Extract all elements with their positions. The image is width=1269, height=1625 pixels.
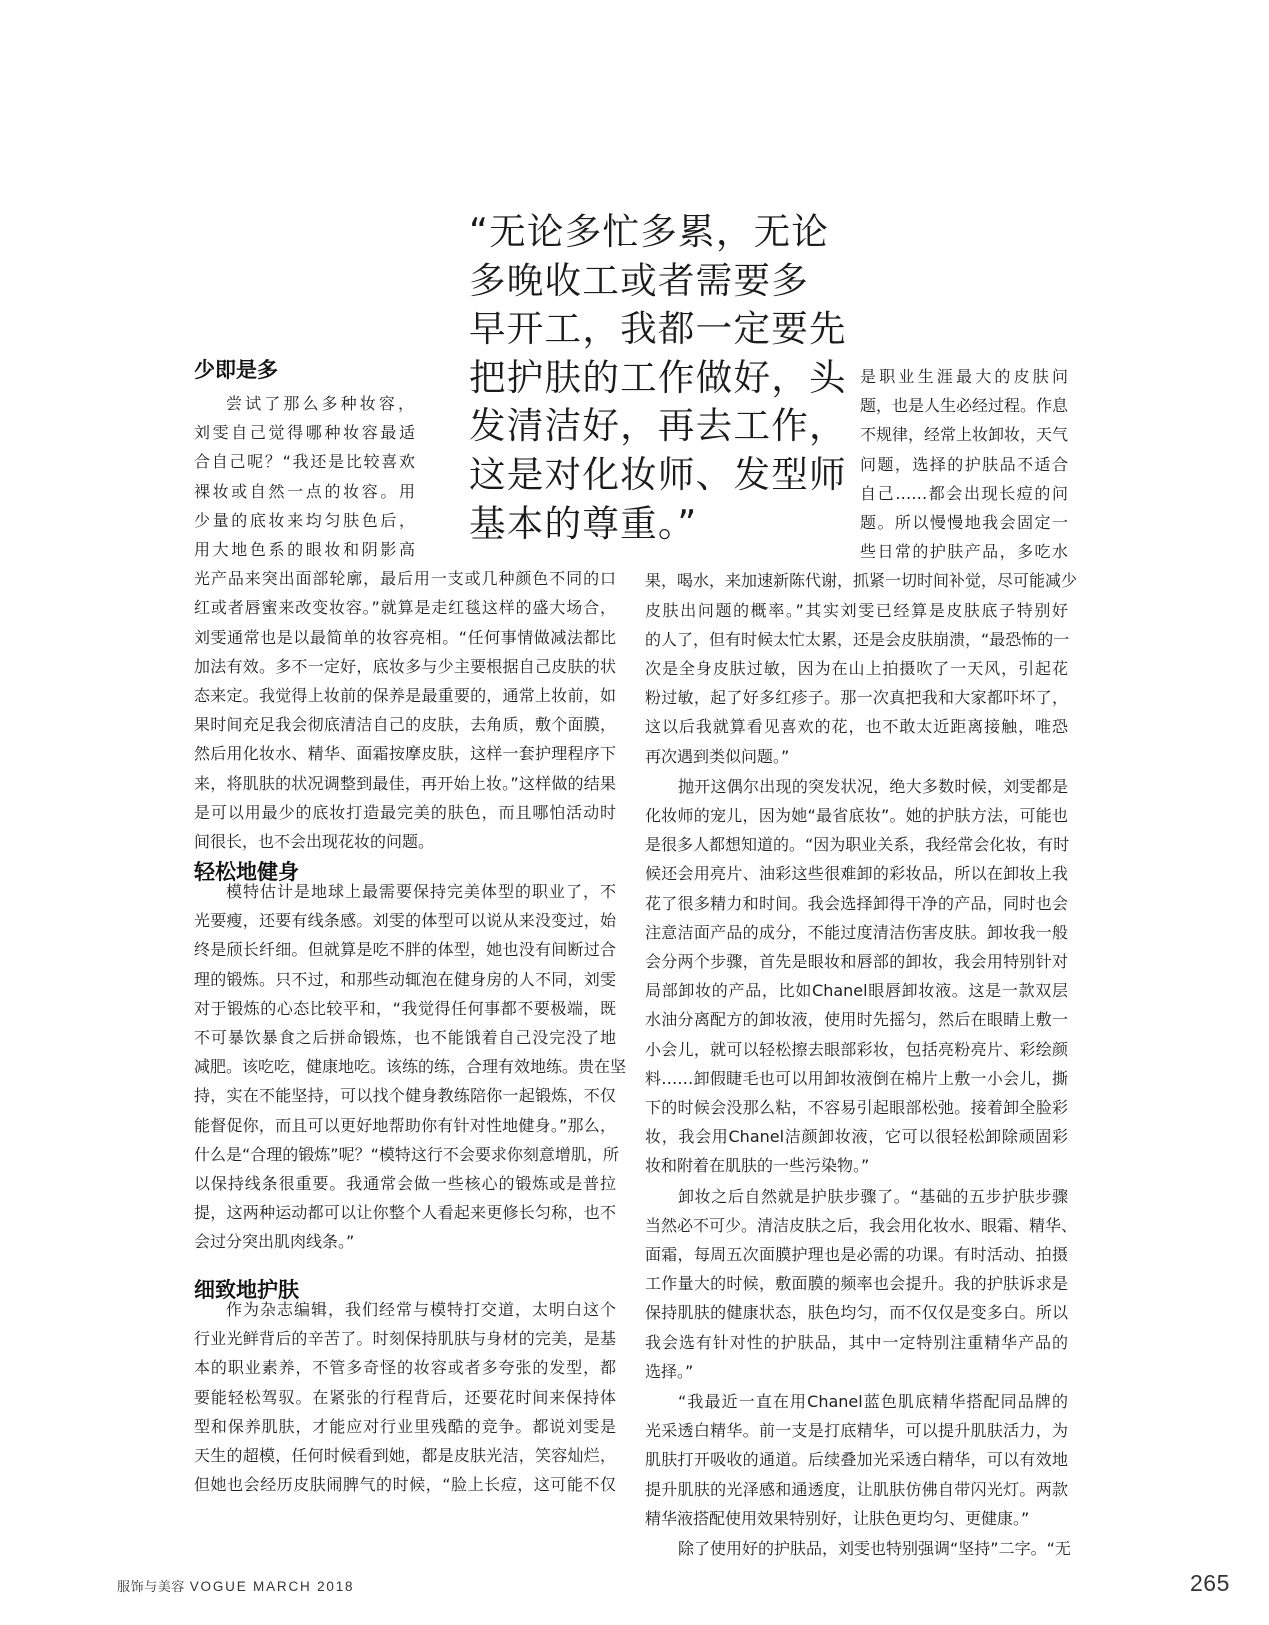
text-line: 然后用化妆水、精华、面霜按摩皮肤，这样一套护理程序下 [194,744,616,763]
text-line: 水油分离配方的卸妆液，使用时先摇匀，然后在眼睛上敷一 [645,1010,1068,1029]
text-line: 肌肤打开吸收的通道。后续叠加光采透白精华，可以有效地 [645,1450,1068,1469]
text-line: 果时间充足我会彻底清洁自己的皮肤，去角质，敷个面膜， [194,715,616,734]
text-line: 抛开这偶尔出现的突发状况，绝大多数时候，刘雯都是 [678,777,1068,796]
text-line: 花了很多精力和时间。我会选择卸得干净的产品，同时也会 [645,894,1068,913]
text-line: 要能轻松驾驭。在紧张的行程背后，还要花时间来保持体 [194,1388,616,1407]
text-line: 粉过敏，起了好多红疹子。那一次真把我和大家都吓坏了， [645,688,1068,707]
text-line: 减肥。该吃吃，健康地吃。该练的练，合理有效地练。贵在坚 [194,1057,627,1076]
text-line: 保持肌肤的健康状态，肤色均匀，而不仅仅是变多白。所以 [645,1303,1068,1322]
footer-magazine [117,1579,354,1596]
text-line: 终是颀长纤细。但就算是吃不胖的体型，她也没有间断过合 [194,940,616,959]
text-line: 裸妆或自然一点的妆容。用 [194,482,415,501]
pull-quote-line: 把护肤的工作做好，头 [469,355,847,399]
text-line: 用大地色系的眼妆和阴影高 [194,540,415,559]
text-line: 局部卸妆的产品，比如Chanel眼唇卸妆液。这是一款双层 [645,981,1068,1000]
text-line: 合自己呢？“我还是比较喜欢 [194,452,415,471]
text-line: 是职业生涯最大的皮肤问 [860,367,1068,386]
text-line: 注意洁面产品的成分，不能过度清洁伤害皮肤。卸妆我一般 [645,923,1068,942]
text-line: 以保持线条很重要。我通常会做一些核心的锻炼或是普拉 [194,1174,616,1193]
pull-quote-line: 发清洁好，再去工作， [469,404,847,448]
text-line: 光产品来突出面部轮廓，最后用一支或几种颜色不同的口 [194,569,616,588]
text-line: 行业光鲜背后的辛苦了。时刻保持肌肤与身材的完美，是基 [194,1329,616,1348]
text-line: 但她也会经历皮肤闹脾气的时候，“脸上长痘，这可能不仅 [194,1475,616,1494]
text-line: 红或者唇蜜来改变妆容。”就算是走红毯这样的盛大场合， [194,598,616,617]
text-line: 能督促你，而且可以更好地帮助你有针对性地健身。”那么， [194,1116,616,1135]
text-line: 是很多人都想知道的。“因为职业关系，我经常会化妆，有时 [645,835,1070,854]
pull-quote-line: 多晚收工或者需要多 [469,258,810,302]
text-line: 光要瘦，还要有线条感。刘雯的体型可以说从来没变过，始 [194,911,616,930]
pull-quote-line: 基本的尊重。” [469,501,698,545]
section-heading-easy-fitness: 轻松地健身 [194,860,299,884]
pull-quote-line: 这是对化妆师、发型师 [469,452,847,496]
text-line: 精华液搭配使用效果特别好，让肤色更均匀、更健康。” [645,1509,1030,1528]
text-line: 光采透白精华。前一支是打底精华，可以提升肌肤活力，为 [645,1421,1068,1440]
text-line: 理的锻炼。只不过，和那些动辄泡在健身房的人不同，刘雯 [194,970,616,989]
section-heading-careful-skincare: 细致地护肤 [194,1278,299,1302]
text-line: 刘雯自己觉得哪种妆容最适 [194,423,415,442]
text-line: 再次遇到类似问题。” [645,747,790,766]
text-line: 妆和附着在肌肤的一些污染物。” [645,1156,870,1175]
text-line: 是可以用最少的底妆打造最完美的肤色，而且哪怕活动时 [194,803,616,822]
text-line: 问题，选择的护肤品不适合 [860,455,1068,474]
section-heading-less-is-more: 少即是多 [194,358,278,382]
text-line: 化妆师的宠儿，因为她“最省底妆”。她的护肤方法，可能也 [645,806,1068,825]
text-line: 提，这两种运动都可以让你整个人看起来更修长匀称，也不 [194,1203,616,1222]
text-line: 小会儿，就可以轻松擦去眼部彩妆，包括亮粉亮片、彩绘颜 [645,1040,1068,1059]
text-line: 模特估计是地球上最需要保持完美体型的职业了，不 [226,882,616,901]
text-line: 题，也是人生必经过程。作息 [860,396,1069,415]
text-line: 加法有效。多不一定好，底妆多与少主要根据自己皮肤的状 [194,657,616,676]
text-line: 提升肌肤的光泽感和通透度，让肌肤仿佛自带闪光灯。两款 [645,1480,1068,1499]
text-line: 除了使用好的护肤品，刘雯也特别强调“坚持”二字。“无 [678,1539,1071,1558]
text-line: 当然必不可少。清洁皮肤之后，我会用化妆水、眼霜、精华、 [645,1216,1078,1235]
text-line: 工作量大的时候，敷面膜的频率也会提升。我的护肤诉求是 [645,1274,1068,1293]
text-line: 果，喝水，来加速新陈代谢，抓紧一切时间补觉，尽可能减少 [645,571,1078,590]
text-line: 面霜，每周五次面膜护理也是必需的功课。有时活动、拍摄 [645,1245,1068,1264]
text-line: 会分两个步骤，首先是眼妆和唇部的卸妆，我会用特别针对 [645,952,1068,971]
text-line: 天生的超模，任何时候看到她，都是皮肤光洁，笑容灿烂， [194,1446,616,1465]
text-line: 料……卸假睫毛也可以用卸妆液倒在棉片上敷一小会儿，撕 [645,1069,1068,1088]
text-line: “我最近一直在用Chanel蓝色肌底精华搭配同品牌的 [678,1392,1068,1411]
page-number: 265 [1190,1570,1230,1596]
text-line: 的人了，但有时候太忙太累，还是会皮肤崩溃，“最恐怖的一 [645,630,1070,649]
text-line: 自己……都会出现长痘的问 [860,484,1068,503]
text-line: 我会选有针对性的护肤品，其中一定特别注重精华产品的 [645,1333,1068,1352]
footer-magazine-en: VOGUE MARCH 2018 [189,1579,355,1594]
text-line: 下的时候会没那么粘，不容易引起眼部松弛。接着卸全脸彩 [645,1098,1068,1117]
text-line: 作为杂志编辑，我们经常与模特打交道，太明白这个 [226,1300,616,1319]
text-line: 间很长，也不会出现花妆的问题。 [194,832,435,851]
pull-quote-line: 早开工，我都一定要先 [469,307,847,351]
text-line: 会过分突出肌肉线条。” [194,1232,355,1251]
text-line: 题。所以慢慢地我会固定一 [860,513,1068,532]
text-line: 次是全身皮肤过敏，因为在山上拍摄吹了一天风，引起花 [645,659,1068,678]
text-line: 皮肤出问题的概率。”其实刘雯已经算是皮肤底子特别好 [645,601,1068,620]
footer-magazine-cn: 服饰与美容 [117,1580,186,1595]
text-line: 来，将肌肤的状况调整到最佳，再开始上妆。”这样做的结果 [194,774,616,793]
text-line: 不可暴饮暴食之后拼命锻炼，也不能饿着自己没完没了地 [194,1028,616,1047]
text-line: 态来定。我觉得上妆前的保养是最重要的，通常上妆前，如 [194,686,616,705]
text-line: 选择。” [645,1362,694,1381]
text-line: 刘雯通常也是以最简单的妆容亮相。“任何事情做减法都比 [194,628,616,647]
text-line: 什么是“合理的锻炼”呢？“模特这行不会要求你刻意增肌，所 [194,1145,619,1164]
text-line: 妆，我会用Chanel洁颜卸妆液，它可以很轻松卸除顽固彩 [645,1127,1068,1146]
text-line: 持，实在不能坚持，可以找个健身教练陪你一起锻炼，不仅 [194,1086,616,1105]
text-line: 少量的底妆来均匀肤色后， [194,511,415,530]
text-line: 卸妆之后自然就是护肤步骤了。“基础的五步护肤步骤 [678,1187,1068,1206]
pull-quote-line: “无论多忙多累，无论 [469,210,830,253]
text-line: 这以后我就算看见喜欢的花，也不敢太近距离接触，唯恐 [645,717,1068,736]
text-line: 不规律，经常上妆卸妆，天气 [860,425,1069,444]
text-line: 对于锻炼的心态比较平和，“我觉得任何事都不要极端，既 [194,999,616,1018]
text-line: 候还会用亮片、油彩这些很难卸的彩妆品，所以在卸妆上我 [645,864,1068,883]
text-line: 本的职业素养，不管多奇怪的妆容或者多夸张的发型，都 [194,1358,616,1377]
text-line: 尝试了那么多种妆容， [226,394,414,413]
pull-quote [469,208,849,548]
text-line: 些日常的护肤产品，多吃水 [860,542,1068,561]
text-line: 型和保养肌肤，才能应对行业里残酷的竞争。都说刘雯是 [194,1417,616,1436]
